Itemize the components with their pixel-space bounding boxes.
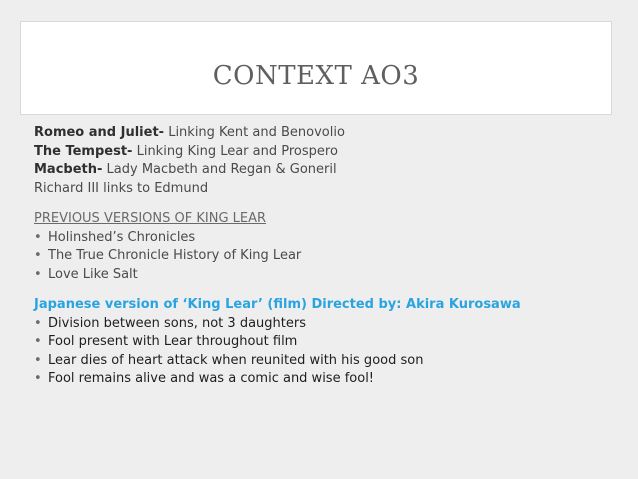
link-text: Linking Kent and Benovolio [164,125,345,140]
list-item-text: The True Chronicle History of King Lear [48,248,302,263]
spacer [34,284,614,296]
list-item-text: Love Like Salt [48,266,138,282]
link-line-macbeth [34,161,614,180]
bullet-icon: • [34,229,42,245]
previous-versions-heading: PREVIOUS VERSIONS OF KING LEAR [34,211,267,226]
list-item-text: Fool remains alive and was a comic and wise fool! [48,371,375,386]
japanese-version-heading: Japanese version of ‘King Lear’ (film) Directed by: Akira Kurosawa [34,297,521,312]
bullet-icon: • [34,334,42,349]
list-item [34,229,614,248]
list-item-text: Holinshed’s Chronicles [48,229,196,245]
list-item [34,247,614,266]
list-item [34,352,614,371]
slide-content [34,124,614,389]
list-item-text: Fool present with Lear throughout film [48,334,298,349]
bullet-icon: • [34,371,42,386]
link-line-tempest [34,143,614,162]
link-text: Lady Macbeth and Regan & Goneril [102,162,337,177]
list-item [34,333,614,352]
title-box [20,21,612,115]
link-line-romeo [34,124,614,143]
link-text: Richard III links to Edmund [34,180,209,196]
bullet-icon: • [34,248,42,263]
link-title: The Tempest- [34,143,133,159]
bullet-icon: • [34,315,42,331]
link-title: Macbeth- [34,162,103,177]
bullet-icon: • [34,352,42,368]
list-item-text: Division between sons, not 3 daughters [48,315,306,331]
slide-title: CONTEXT AO3 [212,61,420,91]
list-item-text: Lear dies of heart attack when reunited with his good son [48,352,424,368]
link-text: Linking King Lear and Prospero [132,143,338,159]
list-item [34,266,614,285]
spacer [34,198,614,210]
bullet-icon: • [34,266,42,282]
link-line-richard [34,180,614,199]
link-title: Romeo and Juliet- [34,125,165,140]
list-item [34,370,614,389]
list-item [34,315,614,334]
